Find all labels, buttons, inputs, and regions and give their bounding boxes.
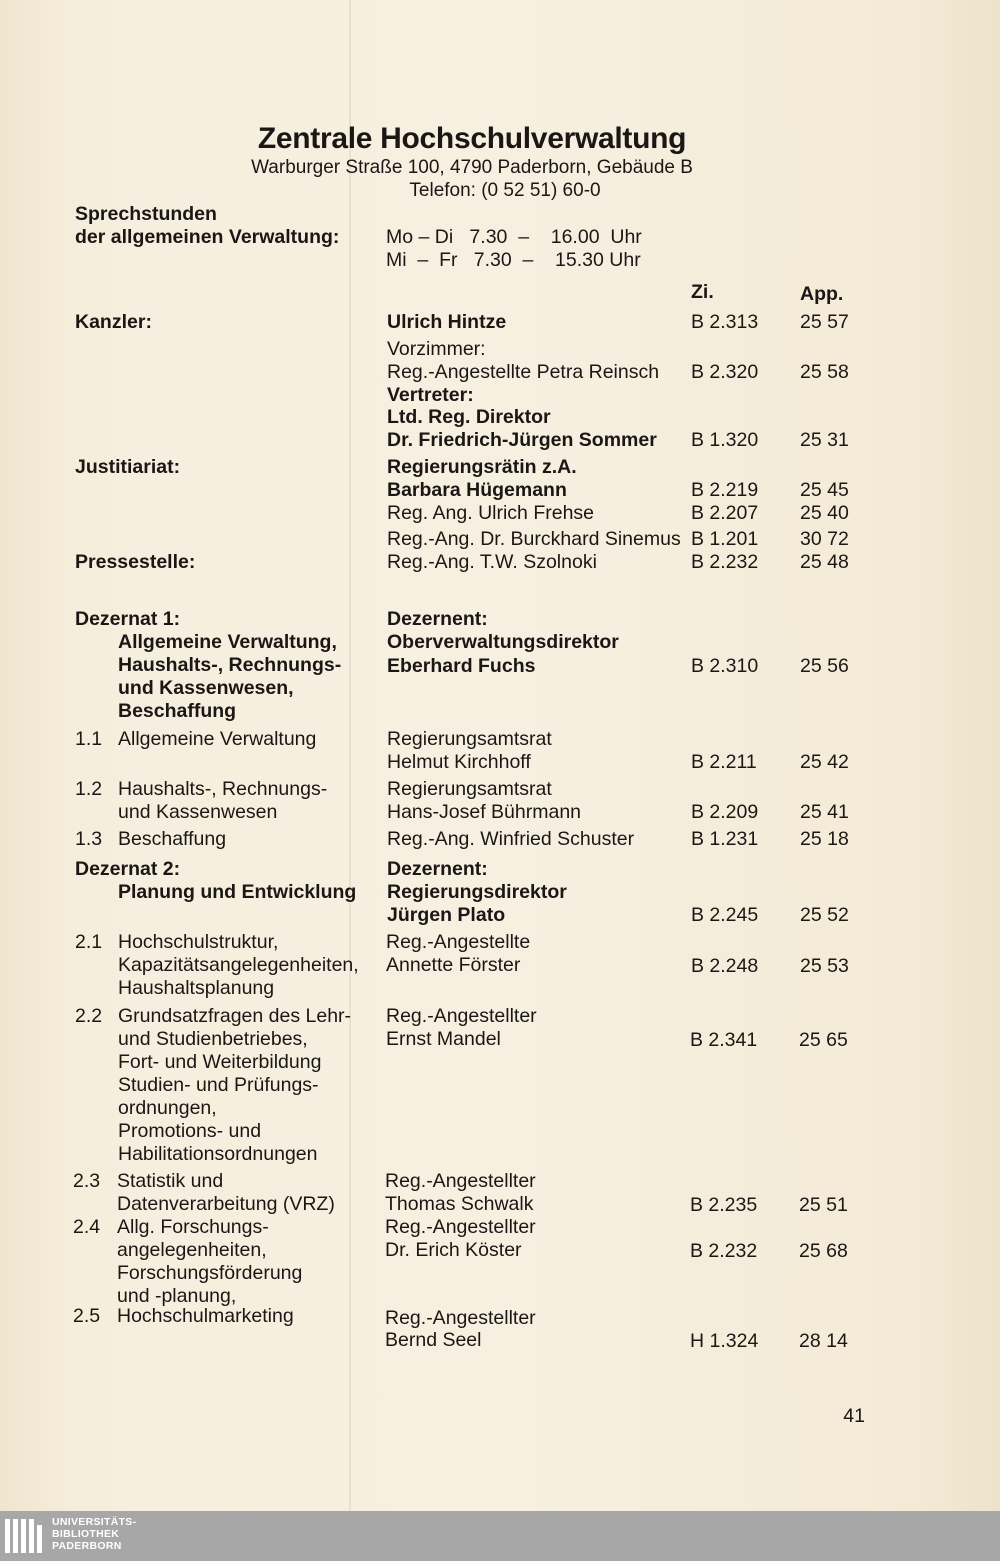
entry-seel: Bernd Seel <box>385 1329 482 1351</box>
column-header-room: Zi. <box>691 281 714 303</box>
entry-kanzler-name: Ulrich Hintze <box>387 311 507 333</box>
entry-huegemann-phone: 25 45 <box>800 479 849 501</box>
entry-n22-t7: Habilitationsordnungen <box>118 1143 318 1165</box>
entry-kirchhoff: Helmut Kirchhoff <box>387 751 531 773</box>
entry-n21-t3: Haushaltsplanung <box>118 977 275 999</box>
office-hours-mi-fr: Mi – Fr 7.30 – 15.30 Uhr <box>386 249 641 271</box>
entry-sommer: Dr. Friedrich-Jürgen Sommer <box>387 429 657 451</box>
entry-foerster-phone: 25 53 <box>800 955 849 977</box>
entry-n22-t6: Promotions- und <box>118 1120 262 1142</box>
entry-kirchhoff-room: B 2.211 <box>691 751 757 773</box>
entry-mandel: Ernst Mandel <box>386 1028 501 1050</box>
entry-plato-room: B 2.245 <box>691 904 759 926</box>
entry-n11: 1.1 <box>75 728 103 750</box>
entry-n24: 2.4 <box>73 1216 101 1238</box>
entry-sinemus-phone: 30 72 <box>800 528 849 550</box>
entry-huegemann-room: B 2.219 <box>691 479 759 501</box>
entry-n13: 1.3 <box>75 828 103 850</box>
entry-n23-p1: Reg.-Angestellter <box>385 1170 536 1192</box>
entry-reinsch-room: B 2.320 <box>691 361 759 383</box>
entry-n21-p1: Reg.-Angestellte <box>386 931 531 953</box>
entry-buehrmann-room: B 2.209 <box>691 801 759 823</box>
entry-mandel-room: B 2.341 <box>690 1029 758 1051</box>
entry-regrat: Regierungsrätin z.A. <box>387 456 577 478</box>
entry-kanzler-label: Kanzler: <box>75 311 152 333</box>
entry-kirchhoff-phone: 25 42 <box>800 751 849 773</box>
entry-n21: 2.1 <box>75 931 103 953</box>
entry-n24-t4: und -planung, <box>117 1285 237 1307</box>
entry-dez2: Dezernat 2: <box>75 858 181 880</box>
entry-n22: 2.2 <box>75 1005 103 1027</box>
entry-n22-t1: Grundsatzfragen des Lehr- <box>118 1005 352 1027</box>
entry-n23-t1: Statistik und <box>117 1170 224 1192</box>
entry-n25-t1: Hochschulmarketing <box>117 1305 294 1327</box>
entry-n12-t1: Haushalts-, Rechnungs- <box>118 778 328 800</box>
page-fold <box>349 0 351 1511</box>
entry-dez1: Dezernat 1: <box>75 608 181 630</box>
entry-buehrmann-phone: 25 41 <box>800 801 849 823</box>
entry-schwalk-room: B 2.235 <box>690 1194 758 1216</box>
entry-szolnoki: Reg.-Ang. T.W. Szolnoki <box>387 551 597 573</box>
entry-mandel-phone: 25 65 <box>799 1029 848 1051</box>
entry-koester-phone: 25 68 <box>799 1240 848 1262</box>
entry-dez2-l1: Planung und Entwicklung <box>118 881 357 903</box>
entry-sinemus: Reg.-Ang. Dr. Burckhard Sinemus <box>387 528 681 550</box>
library-logo-icon <box>5 1519 45 1553</box>
entry-n12-t2: und Kassenwesen <box>118 801 278 823</box>
entry-szolnoki-room: B 2.232 <box>691 551 759 573</box>
entry-n21-t1: Hochschulstruktur, <box>118 931 279 953</box>
entry-kanzler-phone: 25 57 <box>800 311 849 333</box>
entry-fuchs: Eberhard Fuchs <box>387 655 536 677</box>
entry-dez1-l4: Beschaffung <box>118 700 237 722</box>
entry-schuster-phone: 25 18 <box>800 828 849 850</box>
entry-schwalk: Thomas Schwalk <box>385 1193 534 1215</box>
entry-schuster: Reg.-Ang. Winfried Schuster <box>387 828 635 850</box>
entry-frehse: Reg. Ang. Ulrich Frehse <box>387 502 595 524</box>
entry-dez1-dezernent: Dezernent: <box>387 608 488 630</box>
entry-n11-p1: Regierungsamtsrat <box>387 728 552 750</box>
page-number: 41 <box>843 1405 865 1427</box>
office-hours-label-2: der allgemeinen Verwaltung: <box>75 226 340 248</box>
entry-n23: 2.3 <box>73 1170 101 1192</box>
entry-n24-t2: angelegenheiten, <box>117 1239 267 1261</box>
entry-dez2-dezernent: Dezernent: <box>387 858 488 880</box>
entry-koester: Dr. Erich Köster <box>385 1239 522 1261</box>
entry-reinsch: Reg.-Angestellte Petra Reinsch <box>387 361 660 383</box>
column-header-phone: App. <box>800 283 844 305</box>
address: Warburger Straße 100, 4790 Paderborn, Gebäude B <box>251 157 693 178</box>
entry-n22-p1: Reg.-Angestellter <box>386 1005 537 1027</box>
entry-n25-p1: Reg.-Angestellter <box>385 1307 536 1329</box>
entry-dez1-l2: Haushalts-, Rechnungs- <box>118 654 342 676</box>
entry-plato: Jürgen Plato <box>387 904 506 926</box>
entry-kanzler-room: B 2.313 <box>691 311 759 333</box>
entry-foerster-room: B 2.248 <box>691 955 759 977</box>
entry-n24-p1: Reg.-Angestellter <box>385 1216 536 1238</box>
entry-fuchs-phone: 25 56 <box>800 655 849 677</box>
entry-n24-t1: Allg. Forschungs- <box>117 1216 269 1238</box>
entry-dez1-l3: und Kassenwesen, <box>118 677 294 699</box>
entry-dez2-rd: Regierungsdirektor <box>387 881 567 903</box>
library-logo-text: UNIVERSITÄTS- BIBLIOTHEK PADERBORN <box>52 1516 137 1552</box>
entry-schwalk-phone: 25 51 <box>799 1194 848 1216</box>
entry-n12-p1: Regierungsamtsrat <box>387 778 552 800</box>
entry-sommer-room: B 1.320 <box>691 429 759 451</box>
phone-number: Telefon: (0 52 51) 60-0 <box>409 180 601 201</box>
entry-presse-label: Pressestelle: <box>75 551 196 573</box>
entry-frehse-room: B 2.207 <box>691 502 759 524</box>
entry-schuster-room: B 1.231 <box>691 828 759 850</box>
page-title: Zentrale Hochschulverwaltung <box>257 122 687 155</box>
entry-vertreter: Vertreter: <box>387 384 474 406</box>
office-hours-label: Sprechstunden <box>75 203 217 225</box>
entry-fuchs-room: B 2.310 <box>691 655 759 677</box>
entry-reinsch-phone: 25 58 <box>800 361 849 383</box>
entry-n22-t2: und Studienbetriebes, <box>118 1028 308 1050</box>
entry-n22-t4: Studien- und Prüfungs- <box>118 1074 319 1096</box>
entry-n25: 2.5 <box>73 1305 101 1327</box>
office-hours-mo-di: Mo – Di 7.30 – 16.00 Uhr <box>386 226 642 248</box>
entry-foerster: Annette Förster <box>386 954 521 976</box>
entry-ltd: Ltd. Reg. Direktor <box>387 406 551 428</box>
entry-n12: 1.2 <box>75 778 103 800</box>
entry-sommer-phone: 25 31 <box>800 429 849 451</box>
entry-koester-room: B 2.232 <box>690 1240 758 1262</box>
entry-n22-t3: Fort- und Weiterbildung <box>118 1051 322 1073</box>
entry-justitiariat-label: Justitiariat: <box>75 456 181 478</box>
entry-n13-t: Beschaffung <box>118 828 227 850</box>
entry-szolnoki-phone: 25 48 <box>800 551 849 573</box>
entry-n11-t: Allgemeine Verwaltung <box>118 728 317 750</box>
entry-buehrmann: Hans-Josef Bührmann <box>387 801 582 823</box>
entry-sinemus-room: B 1.201 <box>691 528 759 550</box>
entry-vorzimmer: Vorzimmer: <box>387 338 486 360</box>
entry-frehse-phone: 25 40 <box>800 502 849 524</box>
library-footer <box>0 1511 1000 1561</box>
entry-seel-room: H 1.324 <box>690 1330 759 1352</box>
entry-n22-t5: ordnungen, <box>118 1097 217 1119</box>
entry-plato-phone: 25 52 <box>800 904 849 926</box>
entry-seel-phone: 28 14 <box>799 1330 848 1352</box>
entry-n23-t2: Datenverarbeitung (VRZ) <box>117 1193 335 1215</box>
entry-n24-t3: Forschungsförderung <box>117 1262 303 1284</box>
entry-dez1-l1: Allgemeine Verwaltung, <box>118 631 337 653</box>
entry-dez1-ovd: Oberverwaltungsdirektor <box>387 631 619 653</box>
entry-huegemann: Barbara Hügemann <box>387 479 567 501</box>
entry-n21-t2: Kapazitätsangelegenheiten, <box>118 954 359 976</box>
